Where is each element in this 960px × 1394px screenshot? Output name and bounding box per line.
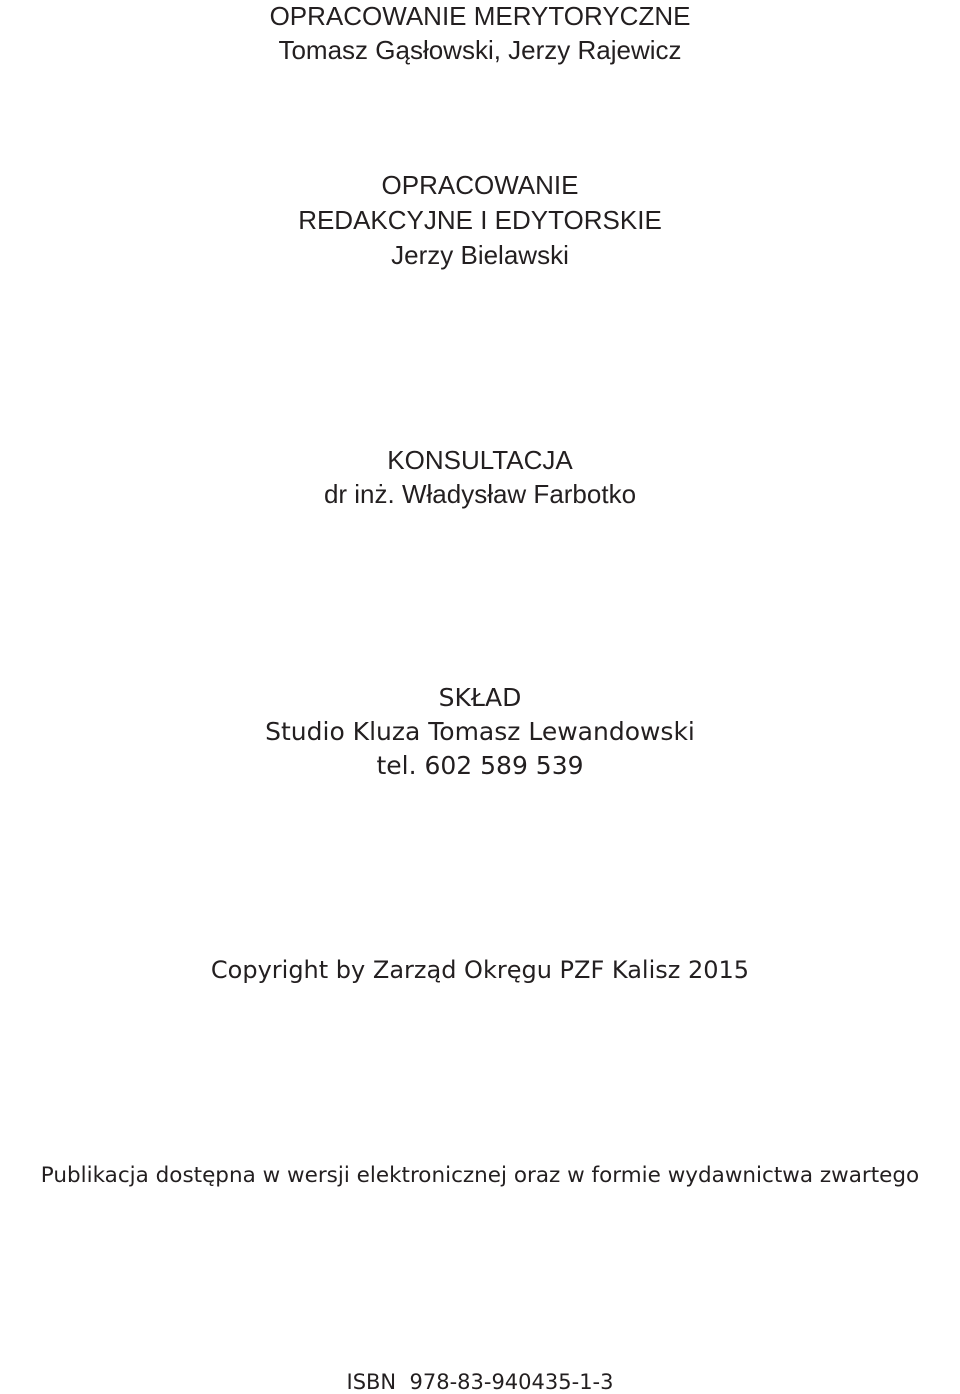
isbn-line: ISBN 978-83-940435-1-3 <box>346 1370 614 1394</box>
publication-note: Publikacja dostępna w wersji elektronicznej oraz w formie wydawnictwa zwartego <box>40 1163 920 1188</box>
content-editing-heading: OPRACOWANIE MERYTORYCZNE <box>269 1 691 31</box>
content-editing-names: Tomasz Gąsłowski, Jerzy Rajewicz <box>278 35 682 65</box>
copyright-line: Copyright by Zarząd Okręgu PZF Kalisz 2015 <box>210 956 750 984</box>
typesetting-heading: SKŁAD <box>438 683 522 712</box>
editorial-name: Jerzy Bielawski <box>391 240 569 270</box>
typesetting-phone: tel. 602 589 539 <box>376 751 584 780</box>
editorial-heading-line1: OPRACOWANIE <box>381 170 579 200</box>
consultation-heading: KONSULTACJA <box>387 445 573 475</box>
typesetting-studio: Studio Kluza Tomasz Lewandowski <box>265 717 695 746</box>
editorial-heading-line2: REDAKCYJNE I EDYTORSKIE <box>298 205 662 235</box>
consultation-name: dr inż. Władysław Farbotko <box>323 479 637 509</box>
